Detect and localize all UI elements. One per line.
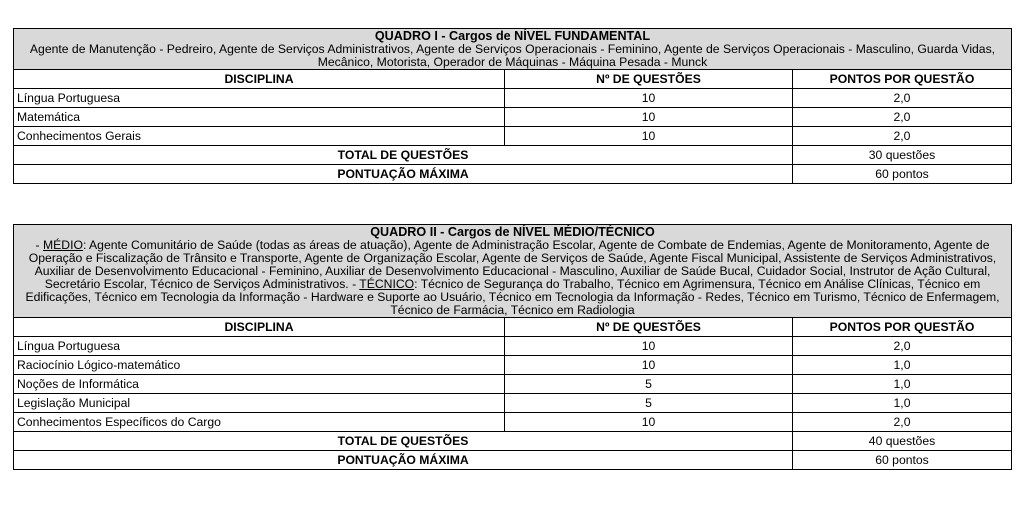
table-row (14, 394, 1012, 413)
points-cell: 2,0 (793, 337, 1012, 356)
total-questions-value: 40 questões (793, 432, 1012, 451)
column-header-discipline: DISCIPLINA (14, 318, 505, 337)
discipline-cell: Conhecimentos Gerais (14, 127, 505, 146)
max-score-value: 60 pontos (793, 451, 1012, 470)
questions-cell: 10 (505, 337, 793, 356)
questions-cell: 10 (505, 108, 793, 127)
table-row (14, 375, 1012, 394)
questions-cell: 10 (505, 413, 793, 432)
medio-prefix: - (35, 238, 43, 252)
total-questions-label: TOTAL DE QUESTÕES (14, 146, 793, 165)
max-score-value: 60 pontos (793, 165, 1012, 184)
quadro-1-positions: Agente de Manutenção - Pedreiro, Agente de Serviços Administrativos, Agente de Serviços Operacionais - Feminino, Agente de Serviços Operacionais - Masculino, Guarda Vidas, Mecânico, Motorista, Operador de Máquinas - Máquina Pesada - Munck (29, 42, 996, 69)
questions-cell: 10 (505, 127, 793, 146)
discipline-cell: Língua Portuguesa (14, 337, 505, 356)
table-row (14, 89, 1012, 108)
points-cell: 2,0 (793, 108, 1012, 127)
points-cell: 1,0 (793, 394, 1012, 413)
table-row (14, 413, 1012, 432)
points-cell: 2,0 (793, 413, 1012, 432)
questions-cell: 10 (505, 89, 793, 108)
tecnico-label: TÉCNICO (359, 277, 415, 291)
questions-cell: 5 (505, 375, 793, 394)
total-questions-label: TOTAL DE QUESTÕES (14, 432, 793, 451)
discipline-cell: Matemática (14, 108, 505, 127)
quadro-2-title: QUADRO II - Cargos de NÍVEL MÉDIO/TÉCNICO (370, 225, 655, 239)
column-header-points: PONTOS POR QUESTÃO (793, 70, 1012, 89)
points-cell: 1,0 (793, 356, 1012, 375)
discipline-cell: Raciocínio Lógico-matemático (14, 356, 505, 375)
medio-label: MÉDIO (42, 238, 83, 252)
column-header-discipline: DISCIPLINA (14, 70, 505, 89)
column-header-questions: Nº DE QUESTÕES (505, 70, 793, 89)
discipline-cell: Legislação Municipal (14, 394, 505, 413)
table-row (14, 356, 1012, 375)
questions-cell: 10 (505, 356, 793, 375)
quadro-2-positions (17, 239, 1008, 317)
discipline-cell: Língua Portuguesa (14, 89, 505, 108)
points-cell: 2,0 (793, 127, 1012, 146)
max-score-label: PONTUAÇÃO MÁXIMA (14, 451, 793, 470)
quadro-1-table (13, 28, 1012, 184)
tecnico-positions: : Técnico de Segurança do Trabalho, Técnico em Agrimensura, Técnico em Análise Clínicas, Técnico em Edificações, Técnico em Tecnologia da Informação - Hardware e Suporte ao Usuário, Técnico em Tecnologia da Informação - Redes, Técnico em Turismo, Técnico de Enfermagem, Técnico de Farmácia, Técnico em Radiologia (25, 277, 1000, 317)
quadro-1-header (14, 29, 1012, 70)
discipline-cell: Noções de Informática (14, 375, 505, 394)
discipline-cell: Conhecimentos Específicos do Cargo (14, 413, 505, 432)
table-row (14, 337, 1012, 356)
quadro-1-title: QUADRO I - Cargos de NÍVEL FUNDAMENTAL (374, 29, 651, 43)
total-questions-value: 30 questões (793, 146, 1012, 165)
medio-positions: : Agente Comunitário de Saúde (todas as áreas de atuação), Agente de Administração Escolar, Agente de Combate de Endemias, Agente de Monitoramento, Agente de Operação e Fiscalização de Trânsito e Transporte, Agente de Organização Escolar, Agente de Serviços de Saúde, Agente Fiscal Municipal, Assistente de Serviços Administrativos, Auxiliar de Desenvolvimento Educacional - Feminino, Auxiliar de Desenvolvimento Educacional - Masculino, Auxiliar de Saúde Bucal, Cuidador Social, Instrutor de Ação Cultural, Secretário Escolar, Técnico de Serviços Administrativos. - (28, 238, 997, 291)
column-header-points: PONTOS POR QUESTÃO (793, 318, 1012, 337)
points-cell: 2,0 (793, 89, 1012, 108)
quadro-2-header (14, 225, 1012, 318)
quadro-2-table (13, 224, 1012, 470)
table-row (14, 127, 1012, 146)
max-score-label: PONTUAÇÃO MÁXIMA (14, 165, 793, 184)
table-row (14, 108, 1012, 127)
points-cell: 1,0 (793, 375, 1012, 394)
column-header-questions: Nº DE QUESTÕES (505, 318, 793, 337)
questions-cell: 5 (505, 394, 793, 413)
